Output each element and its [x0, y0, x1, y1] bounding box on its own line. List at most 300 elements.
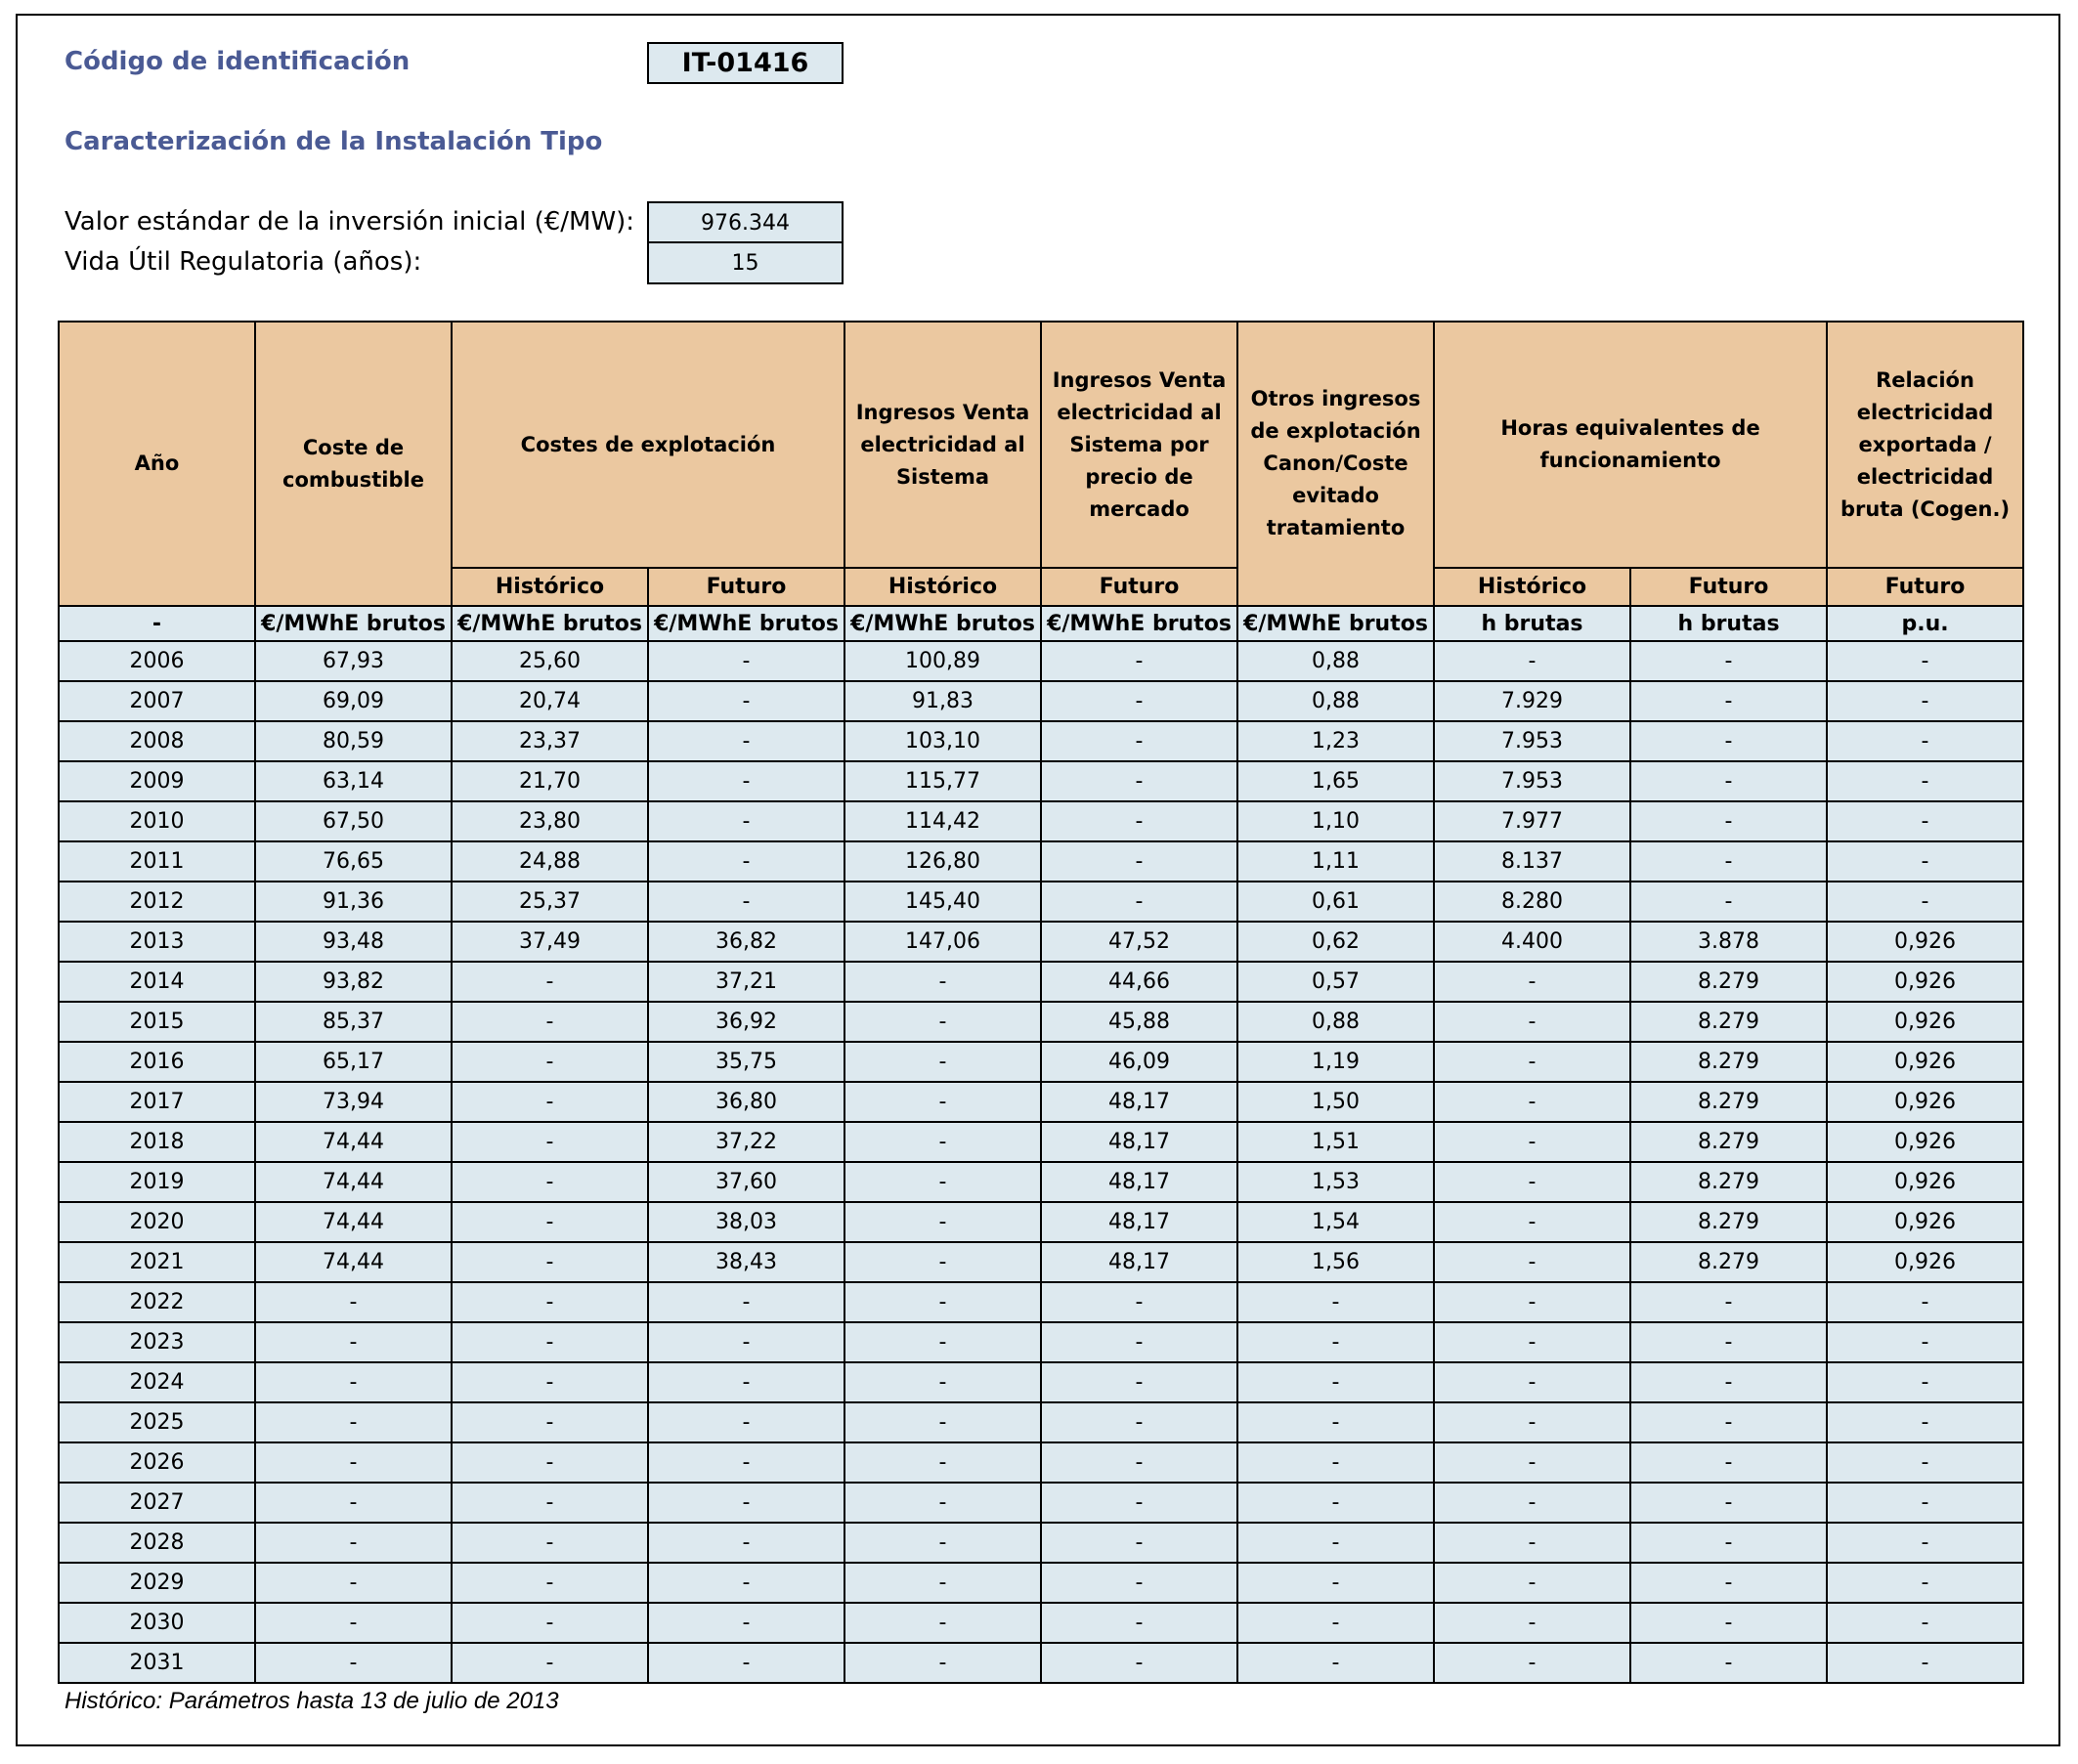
year-cell: 2023: [59, 1322, 255, 1362]
col-header-ratio: Relación electricidad exportada / electricidad bruta (Cogen.): [1827, 322, 2023, 568]
value-cell: -: [844, 1202, 1041, 1242]
value-cell: -: [844, 1002, 1041, 1042]
value-cell: -: [648, 841, 844, 882]
value-cell: -: [1630, 761, 1827, 801]
value-cell: -: [1237, 1483, 1434, 1523]
value-cell: -: [1827, 681, 2023, 721]
value-cell: 23,37: [452, 721, 648, 761]
value-cell: -: [1827, 1322, 2023, 1362]
value-cell: -: [1827, 1603, 2023, 1643]
value-cell: -: [844, 1563, 1041, 1603]
investment-value-box: 976.344: [647, 201, 844, 243]
value-cell: -: [452, 1242, 648, 1282]
value-cell: 7.929: [1434, 681, 1630, 721]
year-cell: 2029: [59, 1563, 255, 1603]
unit-cell: h brutas: [1630, 606, 1827, 641]
value-cell: -: [1041, 681, 1237, 721]
units-row: [59, 606, 2023, 641]
table-row: [59, 1483, 2023, 1523]
unit-cell: p.u.: [1827, 606, 2023, 641]
value-cell: 8.279: [1630, 1122, 1827, 1162]
value-cell: -: [1041, 1603, 1237, 1643]
value-cell: 8.279: [1630, 1002, 1827, 1042]
value-cell: -: [648, 882, 844, 922]
subheader-ratio-futuro: Futuro: [1827, 568, 2023, 606]
unit-cell: €/MWhE brutos: [452, 606, 648, 641]
value-cell: 126,80: [844, 841, 1041, 882]
table-row: [59, 841, 2023, 882]
value-cell: -: [1827, 1362, 2023, 1402]
value-cell: 8.280: [1434, 882, 1630, 922]
value-cell: -: [452, 1523, 648, 1563]
value-cell: 91,83: [844, 681, 1041, 721]
value-cell: 37,22: [648, 1122, 844, 1162]
unit-cell: €/MWhE brutos: [1041, 606, 1237, 641]
value-cell: -: [1237, 1282, 1434, 1322]
value-cell: -: [1630, 1322, 1827, 1362]
value-cell: -: [1041, 1282, 1237, 1322]
unit-cell: €/MWhE brutos: [648, 606, 844, 641]
year-cell: 2010: [59, 801, 255, 841]
value-cell: -: [844, 1643, 1041, 1683]
table-body: [59, 641, 2023, 1683]
value-cell: -: [844, 1603, 1041, 1643]
table-row: [59, 1202, 2023, 1242]
value-cell: 0,88: [1237, 641, 1434, 681]
value-cell: 74,44: [255, 1122, 452, 1162]
value-cell: 145,40: [844, 882, 1041, 922]
table-row: [59, 1162, 2023, 1202]
table-row: [59, 1402, 2023, 1442]
value-cell: -: [844, 1402, 1041, 1442]
year-cell: 2019: [59, 1162, 255, 1202]
value-cell: -: [844, 1362, 1041, 1402]
value-cell: 1,51: [1237, 1122, 1434, 1162]
value-cell: -: [1827, 882, 2023, 922]
table-row: [59, 922, 2023, 962]
value-cell: 1,65: [1237, 761, 1434, 801]
value-cell: -: [1434, 1643, 1630, 1683]
table-row: [59, 1002, 2023, 1042]
value-cell: -: [452, 1282, 648, 1322]
value-cell: -: [648, 1563, 844, 1603]
year-cell: 2012: [59, 882, 255, 922]
table-row: [59, 962, 2023, 1002]
value-cell: 4.400: [1434, 922, 1630, 962]
value-cell: -: [1041, 761, 1237, 801]
col-header-fuel: Coste de combustible: [255, 322, 452, 606]
value-cell: -: [255, 1322, 452, 1362]
value-cell: -: [452, 1082, 648, 1122]
value-cell: -: [452, 1042, 648, 1082]
value-cell: -: [452, 1122, 648, 1162]
value-cell: -: [1237, 1523, 1434, 1563]
col-header-year: Año: [59, 322, 255, 606]
year-cell: 2009: [59, 761, 255, 801]
value-cell: 46,09: [1041, 1042, 1237, 1082]
table-row: [59, 1563, 2023, 1603]
value-cell: 67,93: [255, 641, 452, 681]
value-cell: 37,60: [648, 1162, 844, 1202]
value-cell: -: [452, 1162, 648, 1202]
value-cell: -: [452, 1322, 648, 1362]
value-cell: -: [1041, 801, 1237, 841]
year-cell: 2006: [59, 641, 255, 681]
table-row: [59, 882, 2023, 922]
value-cell: 114,42: [844, 801, 1041, 841]
value-cell: 93,82: [255, 962, 452, 1002]
unit-cell: h brutas: [1434, 606, 1630, 641]
value-cell: -: [1041, 1563, 1237, 1603]
value-cell: -: [844, 1042, 1041, 1082]
value-cell: 48,17: [1041, 1162, 1237, 1202]
value-cell: -: [1434, 1523, 1630, 1563]
value-cell: -: [452, 1643, 648, 1683]
year-cell: 2021: [59, 1242, 255, 1282]
value-cell: 74,44: [255, 1162, 452, 1202]
col-header-other: Otros ingresos de explotación Canon/Coste evitado tratamiento: [1237, 322, 1434, 606]
value-cell: -: [648, 1322, 844, 1362]
year-cell: 2014: [59, 962, 255, 1002]
value-cell: -: [1827, 641, 2023, 681]
value-cell: -: [648, 1442, 844, 1483]
value-cell: -: [1041, 1322, 1237, 1362]
year-cell: 2030: [59, 1603, 255, 1643]
value-cell: -: [1630, 1603, 1827, 1643]
year-cell: 2018: [59, 1122, 255, 1162]
value-cell: 3.878: [1630, 922, 1827, 962]
col-header-market: Ingresos Venta electricidad al Sistema por precio de mercado: [1041, 322, 1237, 568]
id-value-box: IT-01416: [647, 42, 844, 84]
year-cell: 2015: [59, 1002, 255, 1042]
value-cell: -: [452, 1202, 648, 1242]
table-row: [59, 721, 2023, 761]
value-cell: 1,53: [1237, 1162, 1434, 1202]
unit-cell: €/MWhE brutos: [844, 606, 1041, 641]
value-cell: 0,926: [1827, 1122, 2023, 1162]
value-cell: 48,17: [1041, 1202, 1237, 1242]
col-header-sales: Ingresos Venta electricidad al Sistema: [844, 322, 1041, 568]
value-cell: -: [1041, 1402, 1237, 1442]
value-cell: -: [844, 1483, 1041, 1523]
value-cell: -: [1237, 1643, 1434, 1683]
value-cell: -: [1434, 1202, 1630, 1242]
value-cell: 74,44: [255, 1242, 452, 1282]
value-cell: 0,926: [1827, 1242, 2023, 1282]
value-cell: -: [648, 1603, 844, 1643]
value-cell: 8.279: [1630, 1042, 1827, 1082]
value-cell: -: [1630, 1362, 1827, 1402]
value-cell: -: [1827, 1402, 2023, 1442]
value-cell: 8.137: [1434, 841, 1630, 882]
value-cell: -: [452, 1402, 648, 1442]
value-cell: 48,17: [1041, 1082, 1237, 1122]
value-cell: -: [452, 962, 648, 1002]
value-cell: 73,94: [255, 1082, 452, 1122]
value-cell: 0,926: [1827, 922, 2023, 962]
life-value-box: 15: [647, 241, 844, 284]
value-cell: 93,48: [255, 922, 452, 962]
table-row: [59, 761, 2023, 801]
value-cell: 0,926: [1827, 1002, 2023, 1042]
value-cell: -: [255, 1563, 452, 1603]
value-cell: -: [1630, 721, 1827, 761]
value-cell: -: [648, 1362, 844, 1402]
value-cell: -: [1434, 1122, 1630, 1162]
footnote: Histórico: Parámetros hasta 13 de julio de 2013: [65, 1688, 559, 1714]
unit-cell: €/MWhE brutos: [1237, 606, 1434, 641]
year-cell: 2025: [59, 1402, 255, 1442]
value-cell: -: [1041, 841, 1237, 882]
value-cell: -: [452, 1362, 648, 1402]
table-row: [59, 801, 2023, 841]
value-cell: -: [648, 801, 844, 841]
value-cell: -: [452, 1483, 648, 1523]
subheader-opex-historico: Histórico: [452, 568, 648, 606]
value-cell: -: [844, 1242, 1041, 1282]
value-cell: -: [255, 1523, 452, 1563]
value-cell: -: [1434, 641, 1630, 681]
value-cell: 0,926: [1827, 962, 2023, 1002]
table-row: [59, 1122, 2023, 1162]
parameters-table: [58, 321, 2024, 1684]
value-cell: 7.953: [1434, 721, 1630, 761]
col-header-opex: Costes de explotación: [452, 322, 844, 568]
value-cell: -: [255, 1603, 452, 1643]
value-cell: -: [1434, 1603, 1630, 1643]
value-cell: -: [1434, 1322, 1630, 1362]
value-cell: 1,50: [1237, 1082, 1434, 1122]
value-cell: -: [844, 1122, 1041, 1162]
table-row: [59, 1042, 2023, 1082]
value-cell: 115,77: [844, 761, 1041, 801]
value-cell: -: [648, 1282, 844, 1322]
col-header-hours: Horas equivalentes de funcionamiento: [1434, 322, 1827, 568]
value-cell: 103,10: [844, 721, 1041, 761]
value-cell: 0,926: [1827, 1082, 2023, 1122]
value-cell: 36,82: [648, 922, 844, 962]
unit-cell: -: [59, 606, 255, 641]
value-cell: -: [648, 1643, 844, 1683]
value-cell: -: [1237, 1563, 1434, 1603]
value-cell: 1,54: [1237, 1202, 1434, 1242]
value-cell: 8.279: [1630, 1082, 1827, 1122]
value-cell: 0,88: [1237, 681, 1434, 721]
value-cell: -: [648, 721, 844, 761]
value-cell: -: [1827, 801, 2023, 841]
year-cell: 2017: [59, 1082, 255, 1122]
table-row: [59, 641, 2023, 681]
value-cell: -: [1827, 1563, 2023, 1603]
year-cell: 2008: [59, 721, 255, 761]
value-cell: 1,23: [1237, 721, 1434, 761]
value-cell: 0,88: [1237, 1002, 1434, 1042]
value-cell: -: [1630, 1563, 1827, 1603]
value-cell: -: [1237, 1603, 1434, 1643]
value-cell: -: [255, 1442, 452, 1483]
value-cell: -: [1630, 681, 1827, 721]
value-cell: -: [1237, 1442, 1434, 1483]
table-row: [59, 1282, 2023, 1322]
value-cell: 80,59: [255, 721, 452, 761]
table-row: [59, 1643, 2023, 1683]
value-cell: 25,60: [452, 641, 648, 681]
value-cell: 74,44: [255, 1202, 452, 1242]
value-cell: 47,52: [1041, 922, 1237, 962]
year-cell: 2024: [59, 1362, 255, 1402]
investment-label: Valor estándar de la inversión inicial (€/MW):: [65, 207, 635, 237]
value-cell: 63,14: [255, 761, 452, 801]
value-cell: 0,926: [1827, 1162, 2023, 1202]
table-row: [59, 1603, 2023, 1643]
value-cell: 7.953: [1434, 761, 1630, 801]
table-row: [59, 1242, 2023, 1282]
year-cell: 2011: [59, 841, 255, 882]
value-cell: 23,80: [452, 801, 648, 841]
value-cell: -: [452, 1442, 648, 1483]
table-row: [59, 1322, 2023, 1362]
value-cell: 24,88: [452, 841, 648, 882]
year-cell: 2028: [59, 1523, 255, 1563]
year-cell: 2026: [59, 1442, 255, 1483]
value-cell: 1,19: [1237, 1042, 1434, 1082]
value-cell: -: [1041, 1643, 1237, 1683]
value-cell: -: [1630, 801, 1827, 841]
value-cell: 85,37: [255, 1002, 452, 1042]
value-cell: 48,17: [1041, 1122, 1237, 1162]
value-cell: -: [1630, 1483, 1827, 1523]
value-cell: 1,11: [1237, 841, 1434, 882]
value-cell: -: [255, 1643, 452, 1683]
value-cell: -: [1237, 1402, 1434, 1442]
value-cell: 7.977: [1434, 801, 1630, 841]
value-cell: 8.279: [1630, 1202, 1827, 1242]
value-cell: -: [1827, 721, 2023, 761]
value-cell: -: [1434, 1162, 1630, 1202]
value-cell: 0,57: [1237, 962, 1434, 1002]
value-cell: -: [648, 681, 844, 721]
value-cell: -: [255, 1362, 452, 1402]
value-cell: 147,06: [844, 922, 1041, 962]
value-cell: 25,37: [452, 882, 648, 922]
value-cell: -: [1630, 1523, 1827, 1563]
subheader-hours-historico: Histórico: [1434, 568, 1630, 606]
value-cell: -: [1434, 1002, 1630, 1042]
year-cell: 2013: [59, 922, 255, 962]
value-cell: 1,56: [1237, 1242, 1434, 1282]
value-cell: -: [1630, 1282, 1827, 1322]
value-cell: -: [844, 1322, 1041, 1362]
value-cell: -: [255, 1282, 452, 1322]
value-cell: -: [1630, 641, 1827, 681]
value-cell: -: [1434, 1563, 1630, 1603]
value-cell: 0,61: [1237, 882, 1434, 922]
table-row: [59, 681, 2023, 721]
value-cell: -: [648, 641, 844, 681]
value-cell: -: [1630, 1442, 1827, 1483]
value-cell: 21,70: [452, 761, 648, 801]
value-cell: -: [648, 761, 844, 801]
value-cell: 36,92: [648, 1002, 844, 1042]
value-cell: -: [1041, 1483, 1237, 1523]
table-row: [59, 1523, 2023, 1563]
value-cell: 1,10: [1237, 801, 1434, 841]
value-cell: 45,88: [1041, 1002, 1237, 1042]
year-cell: 2020: [59, 1202, 255, 1242]
subheader-opex-futuro: Futuro: [648, 568, 844, 606]
value-cell: -: [1237, 1362, 1434, 1402]
unit-cell: €/MWhE brutos: [255, 606, 452, 641]
value-cell: 37,49: [452, 922, 648, 962]
table-row: [59, 1442, 2023, 1483]
value-cell: 100,89: [844, 641, 1041, 681]
value-cell: 38,03: [648, 1202, 844, 1242]
value-cell: -: [1434, 1082, 1630, 1122]
value-cell: 36,80: [648, 1082, 844, 1122]
value-cell: -: [844, 1082, 1041, 1122]
value-cell: -: [648, 1402, 844, 1442]
value-cell: -: [1630, 841, 1827, 882]
value-cell: 8.279: [1630, 1162, 1827, 1202]
value-cell: -: [1434, 1402, 1630, 1442]
value-cell: 8.279: [1630, 962, 1827, 1002]
value-cell: -: [1434, 1242, 1630, 1282]
value-cell: -: [1434, 1442, 1630, 1483]
value-cell: -: [255, 1402, 452, 1442]
value-cell: -: [648, 1523, 844, 1563]
value-cell: -: [1630, 1402, 1827, 1442]
value-cell: -: [1434, 1483, 1630, 1523]
value-cell: -: [1041, 721, 1237, 761]
value-cell: 67,50: [255, 801, 452, 841]
value-cell: -: [1434, 1362, 1630, 1402]
value-cell: -: [1827, 841, 2023, 882]
value-cell: 0,926: [1827, 1042, 2023, 1082]
id-label: Código de identificación: [65, 47, 411, 76]
value-cell: -: [255, 1483, 452, 1523]
value-cell: 44,66: [1041, 962, 1237, 1002]
value-cell: 20,74: [452, 681, 648, 721]
value-cell: -: [844, 1162, 1041, 1202]
value-cell: 76,65: [255, 841, 452, 882]
table-row: [59, 1362, 2023, 1402]
year-cell: 2031: [59, 1643, 255, 1683]
value-cell: -: [1237, 1322, 1434, 1362]
value-cell: -: [1434, 1042, 1630, 1082]
value-cell: 38,43: [648, 1242, 844, 1282]
value-cell: -: [844, 1442, 1041, 1483]
value-cell: -: [452, 1563, 648, 1603]
table-row: [59, 1082, 2023, 1122]
value-cell: 0,926: [1827, 1202, 2023, 1242]
year-cell: 2027: [59, 1483, 255, 1523]
value-cell: -: [1827, 1523, 2023, 1563]
value-cell: 37,21: [648, 962, 844, 1002]
value-cell: -: [844, 1523, 1041, 1563]
value-cell: -: [1827, 1483, 2023, 1523]
value-cell: -: [1041, 1442, 1237, 1483]
value-cell: -: [648, 1483, 844, 1523]
value-cell: -: [1827, 1643, 2023, 1683]
value-cell: -: [452, 1002, 648, 1042]
value-cell: 8.279: [1630, 1242, 1827, 1282]
value-cell: -: [1041, 1362, 1237, 1402]
subheader-market-futuro: Futuro: [1041, 568, 1237, 606]
value-cell: -: [1041, 641, 1237, 681]
year-cell: 2016: [59, 1042, 255, 1082]
value-cell: -: [1041, 882, 1237, 922]
value-cell: -: [844, 1282, 1041, 1322]
